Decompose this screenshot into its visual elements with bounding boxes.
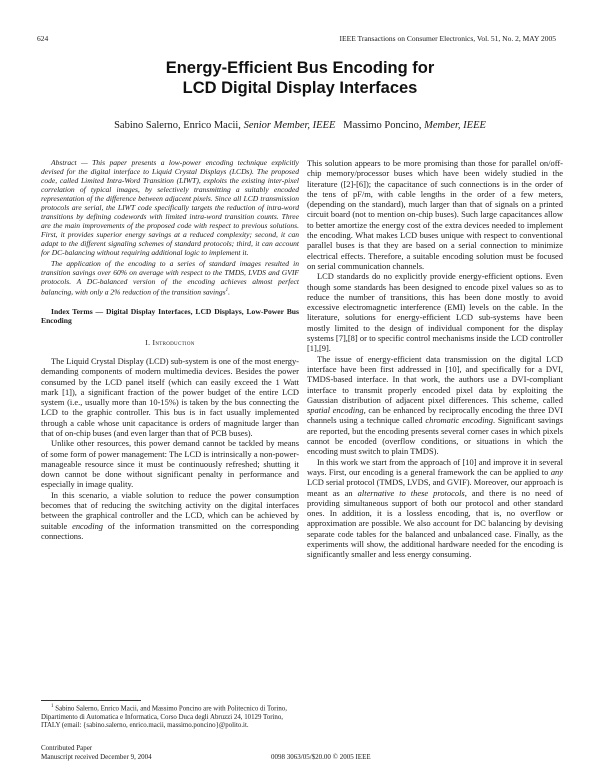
journal-header: IEEE Transactions on Consumer Electronics, Vol. 51, No. 2, MAY 2005 [339, 34, 556, 43]
author-1: Sabino Salerno, [114, 120, 181, 131]
body-paragraph: This solution appears to be more promising than those for parallel on/off-chip memory/processor buses which have been widely studied in the literature ([2]-[6]); the capacitance of such connections is in the order of the tens of pF/m, with cable lengths in the order of a few meters, (depending on the standard), much larger than that of signals on a printed circuit board (not to mention on-chip buses). Such large capacitances allow to better amortize the energy cost of the extra devices needed to implement the encoding. What makes LCD buses unique with respect to conventional parallel buses is that they are based on a serial connection to minimize electrical effects. Therefore, a suitable encoding solution must be focused on serial communication channels. [307, 158, 563, 271]
emphasis-text: spatial encoding, [307, 405, 366, 416]
copyright-line: 0098 3063/05/$20.00 © 2005 IEEE [271, 753, 371, 761]
section-title: Introduction [152, 337, 195, 347]
right-column [307, 158, 563, 560]
abstract [41, 158, 299, 296]
body-paragraph [307, 457, 563, 560]
emphasis-text: chromatic encoding [425, 415, 493, 426]
body-paragraph [41, 490, 299, 541]
right-body-text [307, 158, 563, 560]
body-text: The issue of energy-efficient data transmission on the digital LCD interface have been first addressed in [10], and specifically for a DVI, TMDS-based interface. In that work, the authors use a DVI-compliant interface to transmit properly encoded pixel data by exploiting the Gaussian distribution of adjacent pixel differences. This scheme, called [307, 353, 563, 405]
abstract-end: . [228, 287, 230, 297]
body-paragraph: Unlike other resources, this power demand cannot be tackled by means of some form of power management: The LCD is intrinsically a non-power-manageable resource since it must be continuously refreshed; shutting it down cannot be done without significant penalty in performance and especially in image quality. [41, 438, 299, 490]
author-2-role: Senior Member, IEEE [243, 120, 336, 131]
emphasis-text: encoding [72, 520, 104, 531]
manuscript-received: Manuscript received December 9, 2004 [41, 752, 152, 761]
footer-left [41, 744, 152, 761]
footnote-marker: 1 [225, 287, 229, 293]
body-text: can be enhanced by reciprocally encoding the three DVI channels using a technique called [307, 405, 564, 426]
emphasis-text: any [550, 466, 563, 477]
paper-title [0, 58, 600, 98]
body-paragraph: LCD standards do no explicitly provide energy-efficient options. Even though some standards has been designed to encode pixel values so as to reduce the number of transitions, this has been done mostly to avoid excessive electromagnetic interference (EMI) levels on the cable. In the literature, solutions for energy-efficient LCD sub-systems have been mostly limited to the design of individual component for the display systems [7],[8] or to specific control mechanisms inside the LCD controller [1],[9]. [307, 271, 563, 354]
footnote-divider [41, 700, 141, 701]
author-2: Enrico Macii, [183, 120, 241, 131]
abstract-label: Abstract — [51, 158, 88, 167]
body-text: , and there is no need of providing simultaneous support of both our protocol and other standard ones. In addition, it is a lossless encoding, that is, no overflow or approximation are possible. We also account for DC balancing by devising separate code tables for the balanced and unbalanced case. Finally, as the experiments will show, the additional hardware needed for the encoding is significantly smaller and less energy consuming. [307, 487, 563, 560]
body-text: . Significant savings are reported, but the encoding presents several corner cases in which pixels cannot be encoded (overflow conditions, or situations in which the encoding must switch to plain TMDS). [307, 415, 564, 457]
title-line-2: LCD Digital Display Interfaces [182, 79, 418, 97]
abstract-paragraph-2 [41, 259, 299, 297]
body-paragraph [307, 354, 563, 457]
footnote-number: 1 [51, 704, 54, 709]
abstract-text-2: The application of the encoding to a series of standard images resulted in transition savings over 60% on average with respect to the TMDS, LVDS and GVIF protocols. A DC-balanced version of the encoding achieves almost perfect balancing, with only a 2% reduction of the transition savings [41, 258, 299, 297]
body-text: In this scenario, a viable solution to reduce the power consumption becomes that of reducing the switching activity on the digital interfaces between the graphical controller and the LCD, which can be achieved by suitable [41, 489, 299, 531]
body-text: LCD serial protocol (TMDS, LVDS, and GVIF). Moreover, our approach is meant as an [307, 477, 563, 498]
body-text: In this work we start from the approach of [10] and improve it in several ways. First, our encoding is a general framework the can be applied to [307, 456, 563, 477]
body-paragraph: The Liquid Crystal Display (LCD) sub-system is one of the most energy-demanding components of modern multimedia devices. Besides the power consumed by the LCD panel itself (which can easily exceed the 1 Watt mark [1]), a significant fraction of the power budget of the entire LCD system (i.e., usually more than 10-15%) is taken by the bus connecting the LCD to the graphic controller. This bus is in fact usually implemented through a cable whose unit capacitance is orders of magnitude larger than that of on-chip buses (and even larger than that of PCB buses). [41, 355, 299, 438]
index-terms: Index Terms — Digital Display Interfaces, LCD Displays, Low-Power Bus Encoding [41, 307, 299, 326]
author-list [0, 120, 600, 131]
emphasis-text: alternative to these protocols [357, 487, 465, 498]
author-3: Massimo Poncino, [343, 120, 422, 131]
left-body-text [41, 356, 299, 541]
footnote-body: Sabino Salerno, Enrico Macii, and Massimo Poncino are with Politecnico di Torino, Dipartimento di Automatica e Informatica, Corso Duca degli Abruzzi 24, 10129 Torino, ITALY (email: {sabino.salerno, enrico.macii, massimo.poncino}@polito.it. [41, 705, 287, 730]
title-line-1: Energy-Efficient Bus Encoding for [165, 59, 435, 77]
abstract-text-1: This paper presents a low-power encoding technique explicitly devised for the digital interface to Liquid Crystal Displays (LCDs). The proposed code, called Limited Intra-Word Transition (LIWT), exploits the existing inter-pixel correlation of typical images, by selectively transmitting a suitably encoded representation of the difference between adjacent pixels. Since all LCD transmission protocols are serial, the LIWT code specifically targets the reduction of intra-word transitions by defining codewords with limited intra-word transition counts. Three are the main improvements of the proposed code with respect to previous solutions. First, it provides superior energy savings at a reduced complexity; second, it can adapt to the different signaling schemes of standard protocols; third, it can account for DC-balancing without requiring additional logic to implement it. [41, 158, 300, 258]
footnote [41, 703, 299, 731]
abstract-paragraph-1 [41, 158, 299, 258]
left-column [41, 158, 299, 541]
section-heading [41, 338, 299, 348]
body-text: of the information transmitted on the corresponding connections. [41, 520, 300, 541]
footnote-text [41, 703, 299, 731]
page-number: 624 [37, 34, 49, 43]
section-number: I. [145, 337, 151, 347]
contributed-paper-label: Contributed Paper [41, 744, 93, 752]
author-3-role: Member, IEEE [424, 120, 486, 131]
